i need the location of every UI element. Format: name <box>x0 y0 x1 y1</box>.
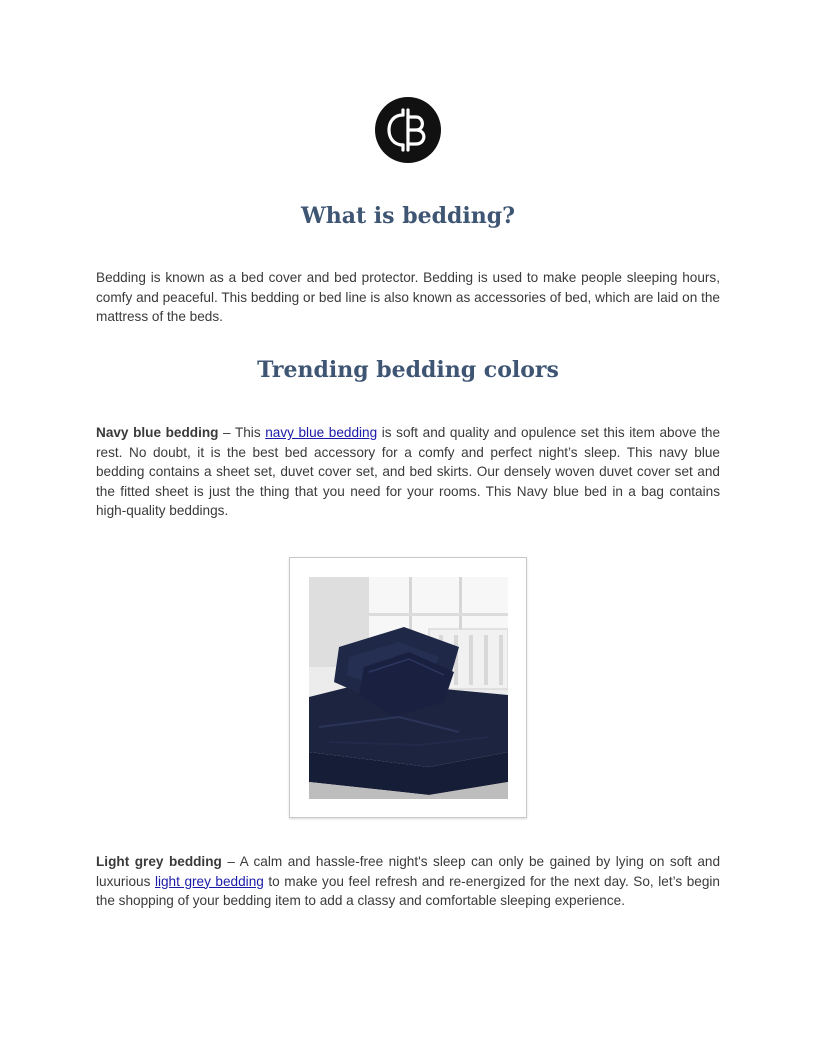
navy-bedding-text: is soft and quality and opulence set this item above the rest. No doubt, it is the best bed accessory for a comfy and perfect night’s sleep. This navy blue bedding contains a sheet set, duvet cover set, and bed skirts. Our densely woven duvet cover set and the fitted sheet is just the thing that you need for your rooms. This Navy blue bed in a bag contains high-quality beddings. <box>96 425 721 519</box>
light-grey-bedding-link[interactable]: light grey bedding <box>154 873 264 889</box>
cb-monogram-logo-icon <box>375 97 441 163</box>
navy-bedding-lead: – This <box>218 425 266 440</box>
navy-bedding-photo <box>309 577 508 799</box>
navy-blue-bedding-link[interactable]: navy blue bedding <box>265 425 378 440</box>
navy-bedding-photo-frame <box>289 557 527 818</box>
navy-bedding-paragraph <box>96 423 720 521</box>
bedding-definition-paragraph: Bedding is known as a bed cover and bed protector. Bedding is used to make people sleeping hours, comfy and peaceful. This bedding or bed line is also known as accessories of bed, which are laid on the mattress of the beds. <box>96 270 720 325</box>
cb-logo <box>375 97 441 163</box>
grey-bedding-text: to make you feel refresh and re-energized for the next day. So, let’s begin the shopping of your bedding item to add a classy and comfortable sleeping experience. <box>96 873 720 909</box>
grey-bedding-lead: – A calm and hassle-free night's sleep can only be gained by lying on soft and luxurious <box>96 854 721 889</box>
grey-bedding-paragraph <box>96 852 720 911</box>
heading-what-is-bedding: What is bedding? <box>301 203 515 229</box>
grey-bedding-label: Light grey bedding <box>96 854 222 869</box>
navy-bedding-label: Navy blue bedding <box>96 425 219 440</box>
heading-trending-bedding-colors: Trending bedding colors <box>257 357 559 383</box>
